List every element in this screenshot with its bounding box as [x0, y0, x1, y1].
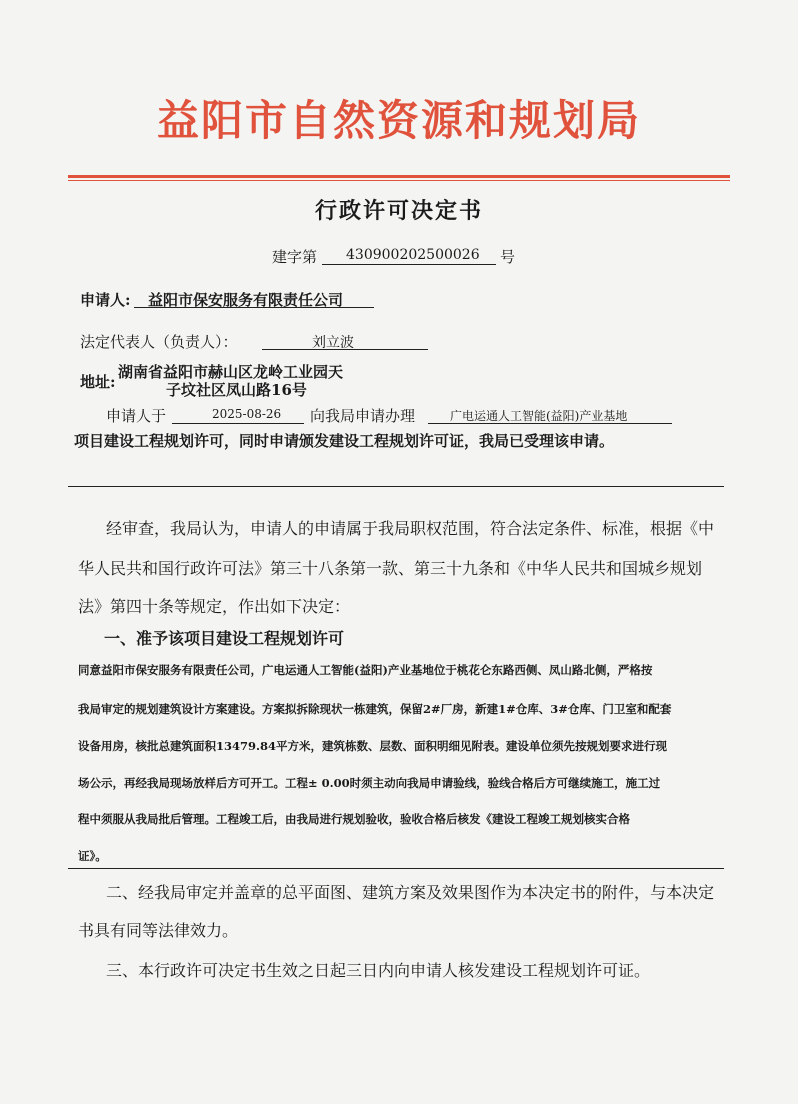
- document-title: 行政许可决定书: [314, 198, 483, 224]
- address-line-2: 子坟社区凤山路16号: [166, 381, 307, 399]
- review-line-2: 华人民共和国行政许可法》第三十八条第一款、第三十九条和《中华人民共和国城乡规划: [78, 559, 703, 578]
- doc-number-prefix: 建字第: [272, 248, 318, 266]
- legal-rep-name: 刘立波: [312, 335, 354, 351]
- review-line-1: 经审查，我局认为，申请人的申请属于我局职权范围，符合法定条件、标准，根据《中: [106, 519, 715, 538]
- address-line-1: 湖南省益阳市赫山区龙岭工业园天: [118, 363, 344, 381]
- application-text-2: 向我局申请办理: [310, 407, 416, 425]
- doc-number-underline: [322, 264, 496, 265]
- doc-number: 430900202500026: [346, 247, 480, 263]
- address-label: 地址:: [80, 373, 116, 391]
- applicant-label: 申请人:: [80, 291, 131, 309]
- applicant-name: 益阳市保安服务有限责任公司: [148, 291, 344, 309]
- application-date-underline: [172, 423, 304, 424]
- decision-1-line: 证》。: [78, 849, 107, 863]
- review-line-3: 法》第四十条等规定，作出如下决定：: [78, 597, 351, 616]
- application-date: 2025-08-26: [212, 407, 282, 421]
- agency-name: 益阳市自然资源和规划局: [156, 96, 641, 145]
- decision-1-line: 同意益阳市保安服务有限责任公司，广电运通人工智能(益阳)产业基地位于桃花仑东路西侧、凤山路北侧，严格按: [78, 663, 653, 677]
- decision-1-line: 设备用房，核批总建筑面积13479.84平方米，建筑栋数、层数、面积明细见附表。建设单位须先按规划要求进行现: [78, 739, 668, 753]
- decision-1-line: 场公示，再经我局现场放样后方可开工。工程± 0.00时须主动向我局申请验线，验线合格后方可继续施工，施工过: [78, 776, 661, 790]
- header-red-rule-thick: [68, 175, 730, 178]
- section-divider-1: [68, 486, 724, 487]
- application-line-2: 项目建设工程规划许可，同时申请颁发建设工程规划许可证，我局已受理该申请。: [74, 432, 615, 450]
- doc-number-suffix: 号: [500, 248, 516, 266]
- applicant-underline: [134, 307, 374, 308]
- decision-1-line: 程中须服从我局批后管理。工程竣工后，由我局进行规划验收，验收合格后核发《建设工程竣工规划核实合格: [78, 812, 630, 826]
- header-red-rule-thin: [68, 180, 730, 181]
- application-project: 广电运通人工智能(益阳)产业基地: [450, 409, 628, 423]
- application-text-1: 申请人于: [106, 407, 167, 425]
- application-project-underline: [428, 423, 672, 424]
- legal-rep-underline: [262, 349, 428, 350]
- decision-2-line-1: 二、经我局审定并盖章的总平面图、建筑方案及效果图作为本决定书的附件，与本决定: [106, 883, 715, 902]
- section-divider-2: [68, 868, 724, 869]
- decision-3-line-1: 三、本行政许可决定书生效之日起三日内向申请人核发建设工程规划许可证。: [106, 961, 651, 980]
- legal-rep-label: 法定代表人（负责人）：: [80, 333, 238, 351]
- decision-2-line-2: 书具有同等法律效力。: [78, 921, 239, 940]
- decision-1-heading: 一、准予该项目建设工程规划许可: [104, 629, 345, 648]
- decision-1-line: 我局审定的规划建筑设计方案建设。方案拟拆除现状一栋建筑，保留2#厂房，新建1#仓库、3#仓库、门卫室和配套: [78, 702, 672, 716]
